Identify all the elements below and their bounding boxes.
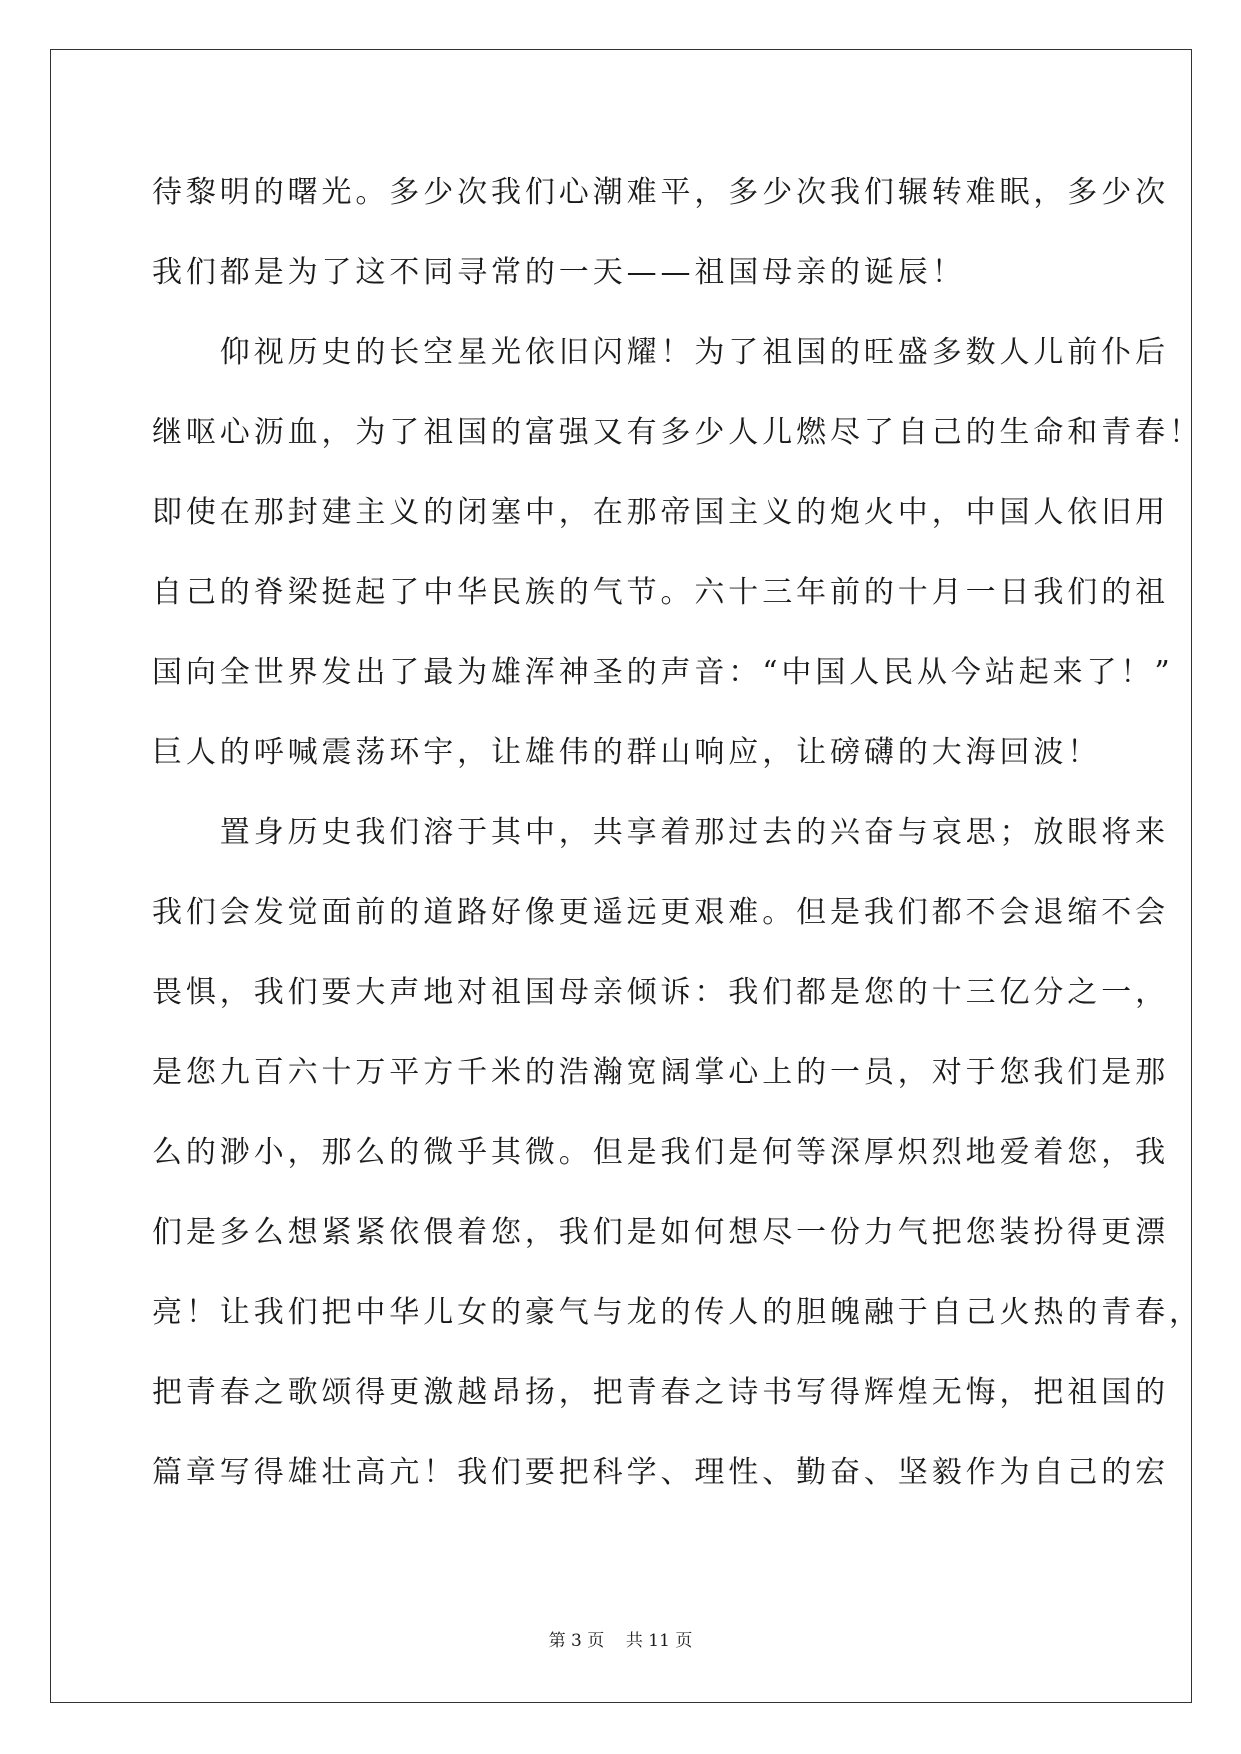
body-text-line: 自己的脊梁挺起了中华民族的气节。六十三年前的十月一日我们的祖	[152, 575, 1169, 610]
body-text-line: 待黎明的曙光。多少次我们心潮难平，多少次我们辗转难眠，多少次	[152, 175, 1169, 210]
body-text-line: 我们会发觉面前的道路好像更遥远更艰难。但是我们都不会退缩不会	[152, 895, 1169, 930]
body-text-line: 篇章写得雄壮高亢！我们要把科学、理性、勤奋、坚毅作为自己的宏	[152, 1455, 1169, 1490]
body-text-line: 仰视历史的长空星光依旧闪耀！为了祖国的旺盛多数人儿前仆后	[152, 335, 1169, 370]
body-text-line: 们是多么想紧紧依偎着您，我们是如何想尽一份力气把您装扮得更漂	[152, 1215, 1169, 1250]
body-text-line: 继呕心沥血，为了祖国的富强又有多少人儿燃尽了自己的生命和青春！	[152, 415, 1203, 450]
body-text-line: 把青春之歌颂得更激越昂扬，把青春之诗书写得辉煌无悔，把祖国的	[152, 1375, 1169, 1410]
body-text-line: 么的渺小，那么的微乎其微。但是我们是何等深厚炽烈地爱着您，我	[152, 1135, 1169, 1170]
body-text-line: 巨人的呼喊震荡环宇，让雄伟的群山响应，让磅礴的大海回波！	[152, 735, 1102, 770]
page-number-footer: 第 3 页 共 11 页	[548, 1631, 693, 1651]
body-text-line: 即使在那封建主义的闭塞中，在那帝国主义的炮火中，中国人依旧用	[152, 495, 1169, 530]
body-text-line: 国向全世界发出了最为雄浑神圣的声音：“中国人民从今站起来了！”	[152, 655, 1174, 690]
body-text-line: 是您九百六十万平方千米的浩瀚宽阔掌心上的一员，对于您我们是那	[152, 1055, 1169, 1090]
body-text-line: 置身历史我们溶于其中，共享着那过去的兴奋与哀思；放眼将来	[152, 815, 1169, 850]
body-text-line: 我们都是为了这不同寻常的一天——祖国母亲的诞辰！	[152, 255, 966, 290]
body-text-line: 亮！让我们把中华儿女的豪气与龙的传人的胆魄融于自己火热的青春，	[152, 1295, 1203, 1330]
body-text-line: 畏惧，我们要大声地对祖国母亲倾诉：我们都是您的十三亿分之一，	[152, 975, 1169, 1010]
